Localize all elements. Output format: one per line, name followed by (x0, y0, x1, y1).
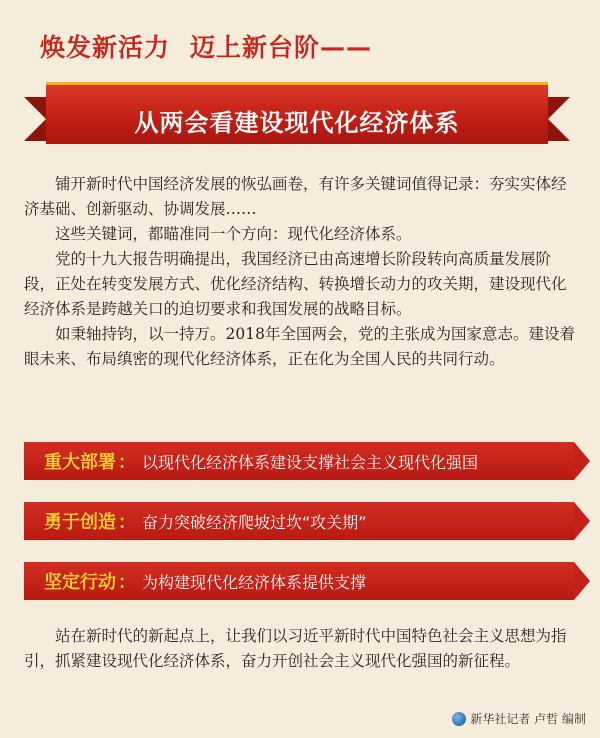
intro-paragraph-1: 铺开新时代中国经济发展的恢弘画卷，有许多关键词值得记录：夯实实体经济基础、创新驱动、协调发展…… (24, 175, 567, 218)
title-banner (46, 82, 548, 144)
outro-paragraph: 站在新时代的新起点上，让我们以习近平新时代中国特色社会主义思想为指引，抓紧建设现代化经济体系，奋力开创社会主义现代化强国的新征程。 (24, 627, 567, 670)
section-bar-brave-creation (24, 502, 574, 540)
banner-fold-right (548, 97, 570, 141)
bar-description: 奋力突破经济爬坡过坎“攻关期” (142, 512, 367, 532)
xinhua-globe-icon (452, 712, 466, 726)
credit-line (452, 710, 586, 727)
intro-paragraph-4: 如秉轴持钧，以一持万。2018年全国两会，党的主张成为国家意志。建设着眼未来、布局缜密的现代化经济体系，正在化为全国人民的共同行动。 (24, 325, 575, 368)
bar-colon: ： (118, 512, 136, 533)
banner-title: 从两会看建设现代化经济体系 (134, 109, 460, 137)
title-part1: 焕发新活力 (40, 33, 171, 62)
title-part2: 迈上新台阶—— (190, 33, 373, 62)
bar-description: 以现代化经济体系建设支撑社会主义现代化强国 (142, 452, 479, 472)
section-bar-major-deployment (24, 442, 574, 480)
intro-paragraph-3: 党的十九大报告明确提出，我国经济已由高速增长阶段转向高质量发展阶段，正处在转变发展方式、优化经济结构、转换增长动力的攻关期，建设现代化经济体系是跨越关口的迫切要求和我国发展的战略目标。 (24, 250, 567, 318)
credit-text: 新华社记者 卢哲 编制 (470, 712, 586, 726)
bar-label: 勇于创造 (44, 512, 116, 533)
bar-colon: ： (118, 452, 136, 473)
intro-paragraph-2: 这些关键词，都瞄准同一个方向：现代化经济体系。 (55, 225, 412, 243)
page-title (40, 28, 372, 64)
outro-section (24, 624, 580, 674)
banner-fold-left (24, 97, 46, 141)
section-bar-firm-action (24, 562, 574, 600)
bar-colon: ： (118, 572, 136, 593)
intro-section (24, 172, 580, 372)
bar-label: 坚定行动 (44, 572, 116, 593)
bar-description: 为构建现代化经济体系提供支撑 (142, 572, 367, 592)
bar-label: 重大部署 (44, 452, 116, 473)
